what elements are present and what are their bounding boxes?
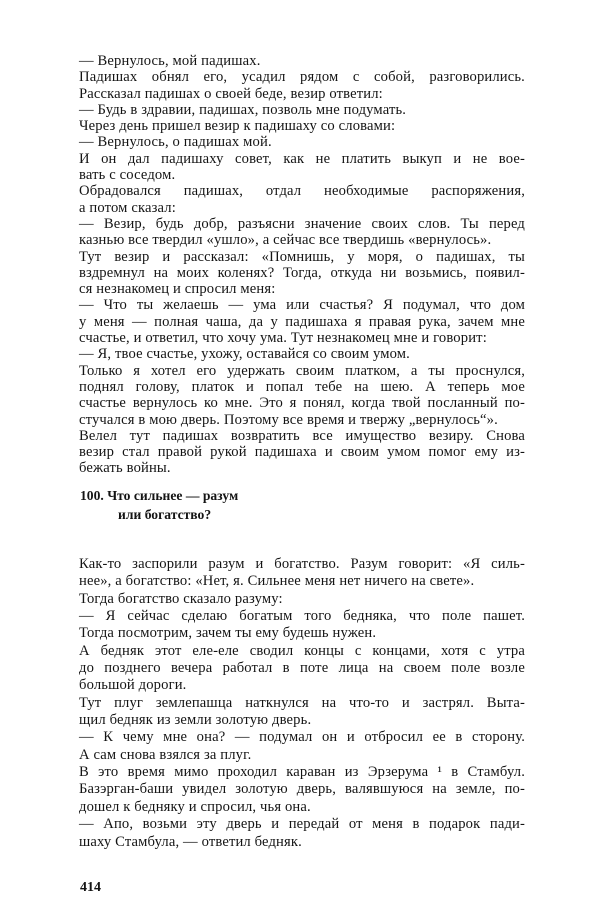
text-line: — К чему мне она? — подумал он и отбросил ее в сторону. — [79, 729, 525, 746]
story-ending-text — [79, 53, 525, 477]
text-line: — Вернулось, о падишах мой. — [79, 134, 272, 151]
text-line: бежать войны. — [79, 460, 171, 477]
text-line: Падишах обнял его, усадил рядом с собой, разговорились. — [79, 69, 525, 86]
text-line: Как-то заспорили разум и богатство. Разум говорит: «Я силь- — [79, 556, 525, 572]
text-line: Обрадовался падишах, отдал необходимые распоряжения, — [79, 183, 525, 200]
text-line: А сам снова взялся за плуг. — [79, 746, 252, 763]
text-line: — Я, твое счастье, ухожу, оставайся со своим умом. — [79, 346, 410, 363]
text-line: Тогда богатство сказало разуму: — [79, 590, 283, 607]
text-line: Тогда посмотрим, зачем ты ему будешь нужен. — [79, 625, 377, 642]
text-line: — Везир, будь добр, разъясни значение своих слов. Ты перед — [79, 215, 525, 232]
chapter-heading-line-1: 100. Что сильнее — разум — [80, 488, 239, 503]
text-line: Тут плуг землепашца наткнулся на что-то и застрял. Выта- — [79, 694, 525, 711]
text-line: Через день пришел везир к падишаху со словами: — [79, 118, 396, 135]
text-line: Тут везир и рассказал: «Помнишь, у моря, о падишах, ты — [79, 248, 525, 265]
text-line: большой дороги. — [79, 677, 187, 694]
text-line: у меня — полная чаша, да у падишаха я правая рука, зачем мне — [79, 313, 525, 330]
text-line: везир стал правой рукой падишаха и своим умом помог ему из- — [79, 444, 525, 461]
text-line: — Что ты желаешь — ума или счастья? Я подумал, что дом — [79, 297, 525, 314]
text-line: ся незнакомец и спросил меня: — [79, 281, 276, 298]
text-line: Велел тут падишах возвратить все имущество везиру. Снова — [79, 427, 525, 444]
chapter-body-text — [79, 556, 525, 851]
text-line: вать с соседом. — [79, 167, 176, 184]
text-line: Базэрган-баши увидел золотую дверь, валявшуюся на земле, по- — [79, 781, 525, 798]
text-line: — Я сейчас сделаю богатым того бедняка, что поле пашет. — [79, 608, 525, 625]
text-line: И он дал падишаху совет, как не платить выкуп и не вое- — [79, 150, 525, 167]
text-line: В это время мимо проходил караван из Эрзерума ¹ в Стамбул. — [79, 764, 525, 781]
chapter-heading-line-2: или богатство? — [118, 507, 212, 522]
text-line: — Будь в здравии, падишах, позволь мне подумать. — [79, 101, 407, 118]
text-line: А бедняк этот еле-еле сводил концы с концами, хотя с утра — [79, 642, 525, 659]
text-line: вздремнул на моих коленях? Тогда, откуда ни возьмись, появил- — [79, 264, 525, 281]
chapter-heading — [80, 486, 238, 524]
text-line: — Вернулось, мой падишах. — [79, 53, 261, 69]
text-line: нее», а богатство: «Нет, я. Сильнее меня нет ничего на свете». — [79, 573, 475, 590]
text-line: Только я хотел его удержать своим платком, а ты проснулся, — [79, 362, 525, 379]
text-line: счастье, и ответил, что хочу ума. Тут незнакомец мне и говорит: — [79, 330, 487, 347]
text-line: а потом сказал: — [79, 199, 176, 216]
text-line: щил бедняк из земли золотую дверь. — [79, 712, 312, 729]
text-line: шаху Стамбула, — ответил бедняк. — [79, 833, 302, 850]
text-line: казнью все твердил «ушло», а сейчас все твердишь «вернулось». — [79, 232, 492, 249]
text-line: — Апо, возьми эту дверь и передай от меня в подарок пади- — [79, 816, 525, 833]
text-line: поднял голову, платок и попал тебе на шею. А теперь мое — [79, 378, 525, 395]
text-line: Рассказал падишах о своей беде, везир ответил: — [79, 85, 383, 102]
text-line: счастье вернулось ко мне. Это я понял, когда твой посланный по- — [79, 395, 525, 412]
text-line: стучался в мою дверь. Поэтому все время и твержу „вернулось“». — [79, 411, 498, 428]
text-line: дошел к бедняку и спросил, чья она. — [79, 798, 311, 815]
page-number: 414 — [80, 880, 101, 895]
text-line: до позднего вечера работал в поте лица на своем поле возле — [79, 660, 525, 677]
